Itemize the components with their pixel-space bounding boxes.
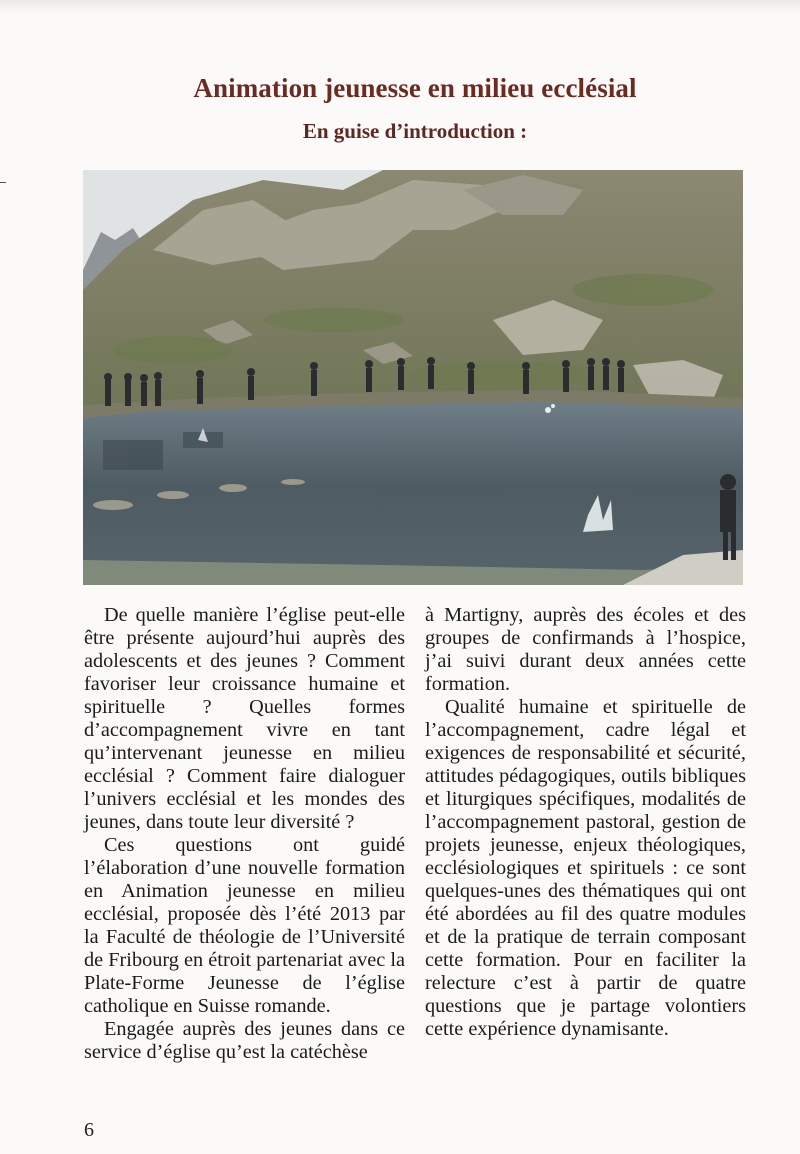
paragraph: Ces questions ont guidé l’élaboration d’une nouvelle formation en Animation jeunesse en milieu ecclésial, proposée dès l’été 2013 par la Faculté de théologie de l’Université de Fribourg en étroit partenariat avec la Plate-Forme Jeunesse de l’église catholique en Suisse romande. bbox=[84, 834, 405, 1017]
page-subtitle: En guise d’introduction : bbox=[302, 119, 528, 143]
lake bbox=[83, 402, 743, 570]
page-title: Animation jeunesse en milieu ecclésial bbox=[193, 73, 637, 103]
paragraph: De quelle manière l’église peut-elle être présente aujourd’hui auprès des adolescents et des jeunes ? Comment favoriser leur croissance humaine et spirituelle ? Quelles formes d’accompagnement vivre en tant qu’intervenant jeunesse en milieu ecclésial ? Comment faire dialoguer l’univers ecclésial et les mondes des jeunes, dans toute leur diversité ? bbox=[84, 604, 405, 833]
page-number: 6 bbox=[84, 1119, 94, 1141]
paragraph: à Martigny, auprès des écoles et des groupes de confirmands à l’hospice, j’ai suivi durant deux années cette formation. bbox=[425, 604, 746, 695]
text-column-left bbox=[84, 604, 405, 1064]
paragraph: Engagée auprès des jeunes dans ce service d’église qu’est la catéchèse bbox=[84, 1018, 405, 1063]
page-edge bbox=[0, 0, 800, 14]
crop-mark bbox=[0, 182, 6, 183]
photo-illustration bbox=[83, 170, 743, 585]
photo-mountain-lake bbox=[83, 170, 743, 585]
paragraph: Qualité humaine et spirituelle de l’accompagnement, cadre légal et exigences de responsabilité et sécurité, attitudes pédagogiques, outils bibliques et liturgiques spécifiques, modalités de l’accompagnement pastoral, gestion de projets jeunesse, enjeux théologiques, ecclésiologiques et spirituels : ce sont quelques-unes des thématiques qui ont été abordées au fil des quatre modules et de la pratique de terrain composant cette formation. Pour en faciliter la relecture c’est à partir de quatre questions que je partage volontiers cette expérience dynamisante. bbox=[425, 696, 746, 1040]
text-column-right bbox=[425, 604, 746, 1041]
